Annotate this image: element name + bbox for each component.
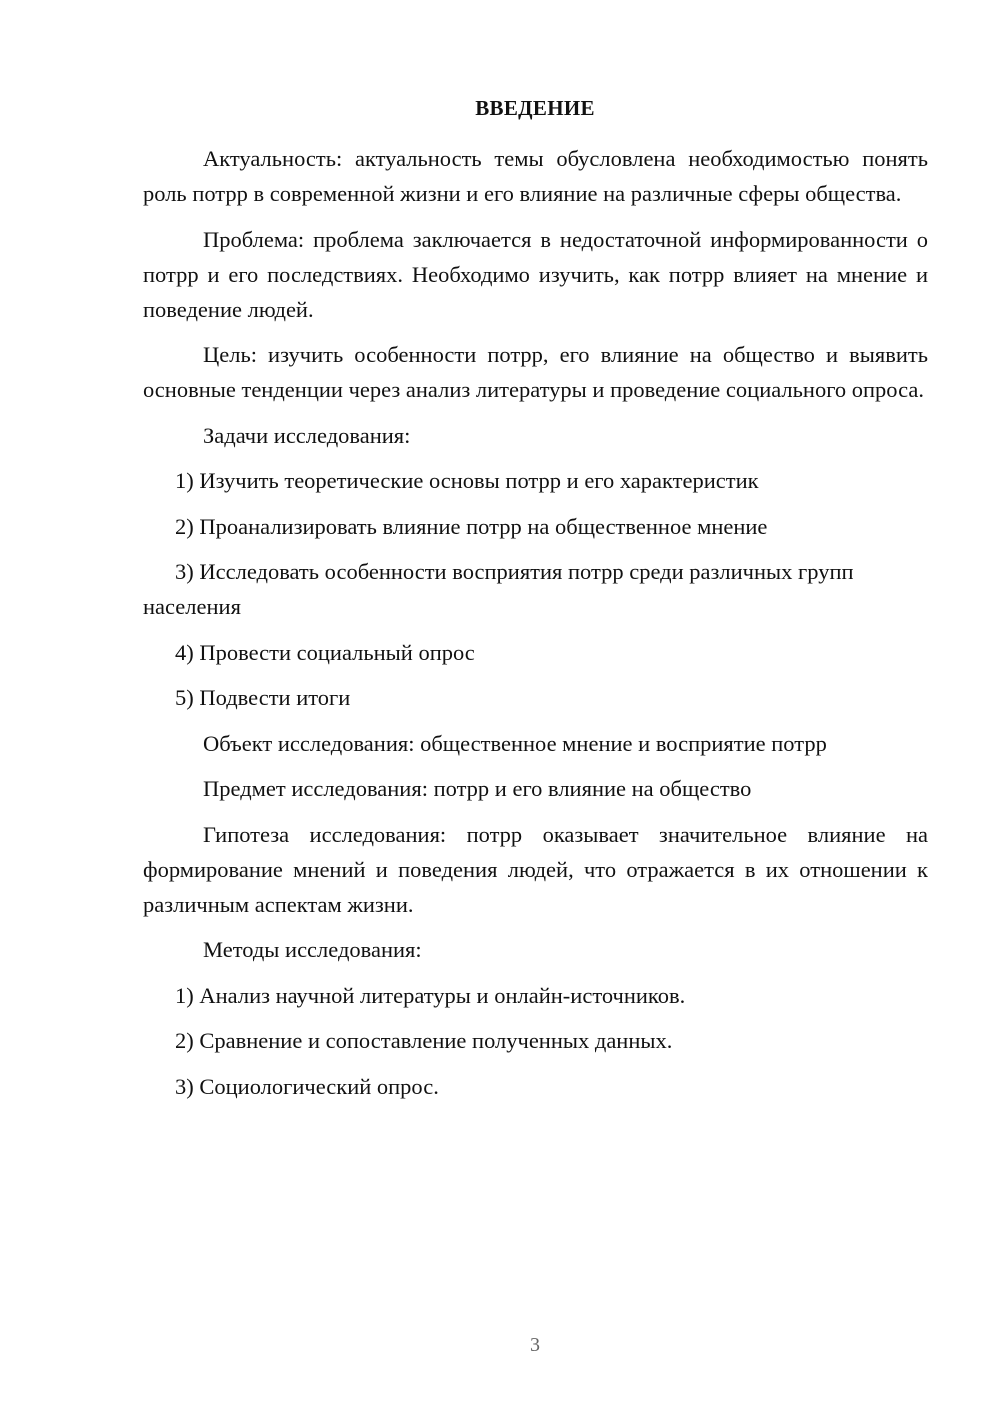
goal-paragraph: Цель: изучить особенности потрр, его влияние на общество и выявить основные тенденции через анализ литературы и проведение социального опроса. bbox=[143, 342, 928, 402]
relevance-paragraph: Актуальность: актуальность темы обусловлена необходимостью понять роль потрр в современной жизни и его влияние на различные сферы общества. bbox=[143, 146, 928, 206]
hypothesis-paragraph: Гипотеза исследования: потрр оказывает значительное влияние на формирование мнений и поведения людей, что отражается в их отношении к различным аспектам жизни. bbox=[143, 821, 928, 917]
methods-heading: Методы исследования: bbox=[203, 937, 422, 962]
page-number: 3 bbox=[530, 1334, 540, 1356]
tasks-heading: Задачи исследования: bbox=[203, 422, 411, 448]
task-item: 4) Провести социальный опрос bbox=[175, 639, 475, 665]
task-item: 1) Изучить теоретические основы потрр и его характеристик bbox=[175, 468, 759, 493]
method-item: 1) Анализ научной литературы и онлайн-источников. bbox=[175, 982, 686, 1008]
method-item: 2) Сравнение и сопоставление полученных данных. bbox=[175, 1028, 673, 1053]
task-item: 3) Исследовать особенности восприятия потрр среди различных групп населения bbox=[143, 559, 854, 619]
object-paragraph: Объект исследования: общественное мнение и восприятие потрр bbox=[203, 730, 827, 756]
task-item: 2) Проанализировать влияние потрр на общественное мнение bbox=[175, 513, 768, 539]
subject-paragraph: Предмет исследования: потрр и его влияние на общество bbox=[203, 776, 752, 801]
page-title: ВВЕДЕНИЕ bbox=[475, 96, 595, 120]
problem-paragraph: Проблема: проблема заключается в недостаточной информированности о потрр и его последствиях. Необходимо изучить, как потрр влияет на мнение и поведение людей. bbox=[143, 226, 928, 322]
document-body bbox=[143, 141, 928, 1114]
task-item: 5) Подвести итоги bbox=[175, 685, 351, 710]
method-item: 3) Социологический опрос. bbox=[175, 1073, 439, 1099]
